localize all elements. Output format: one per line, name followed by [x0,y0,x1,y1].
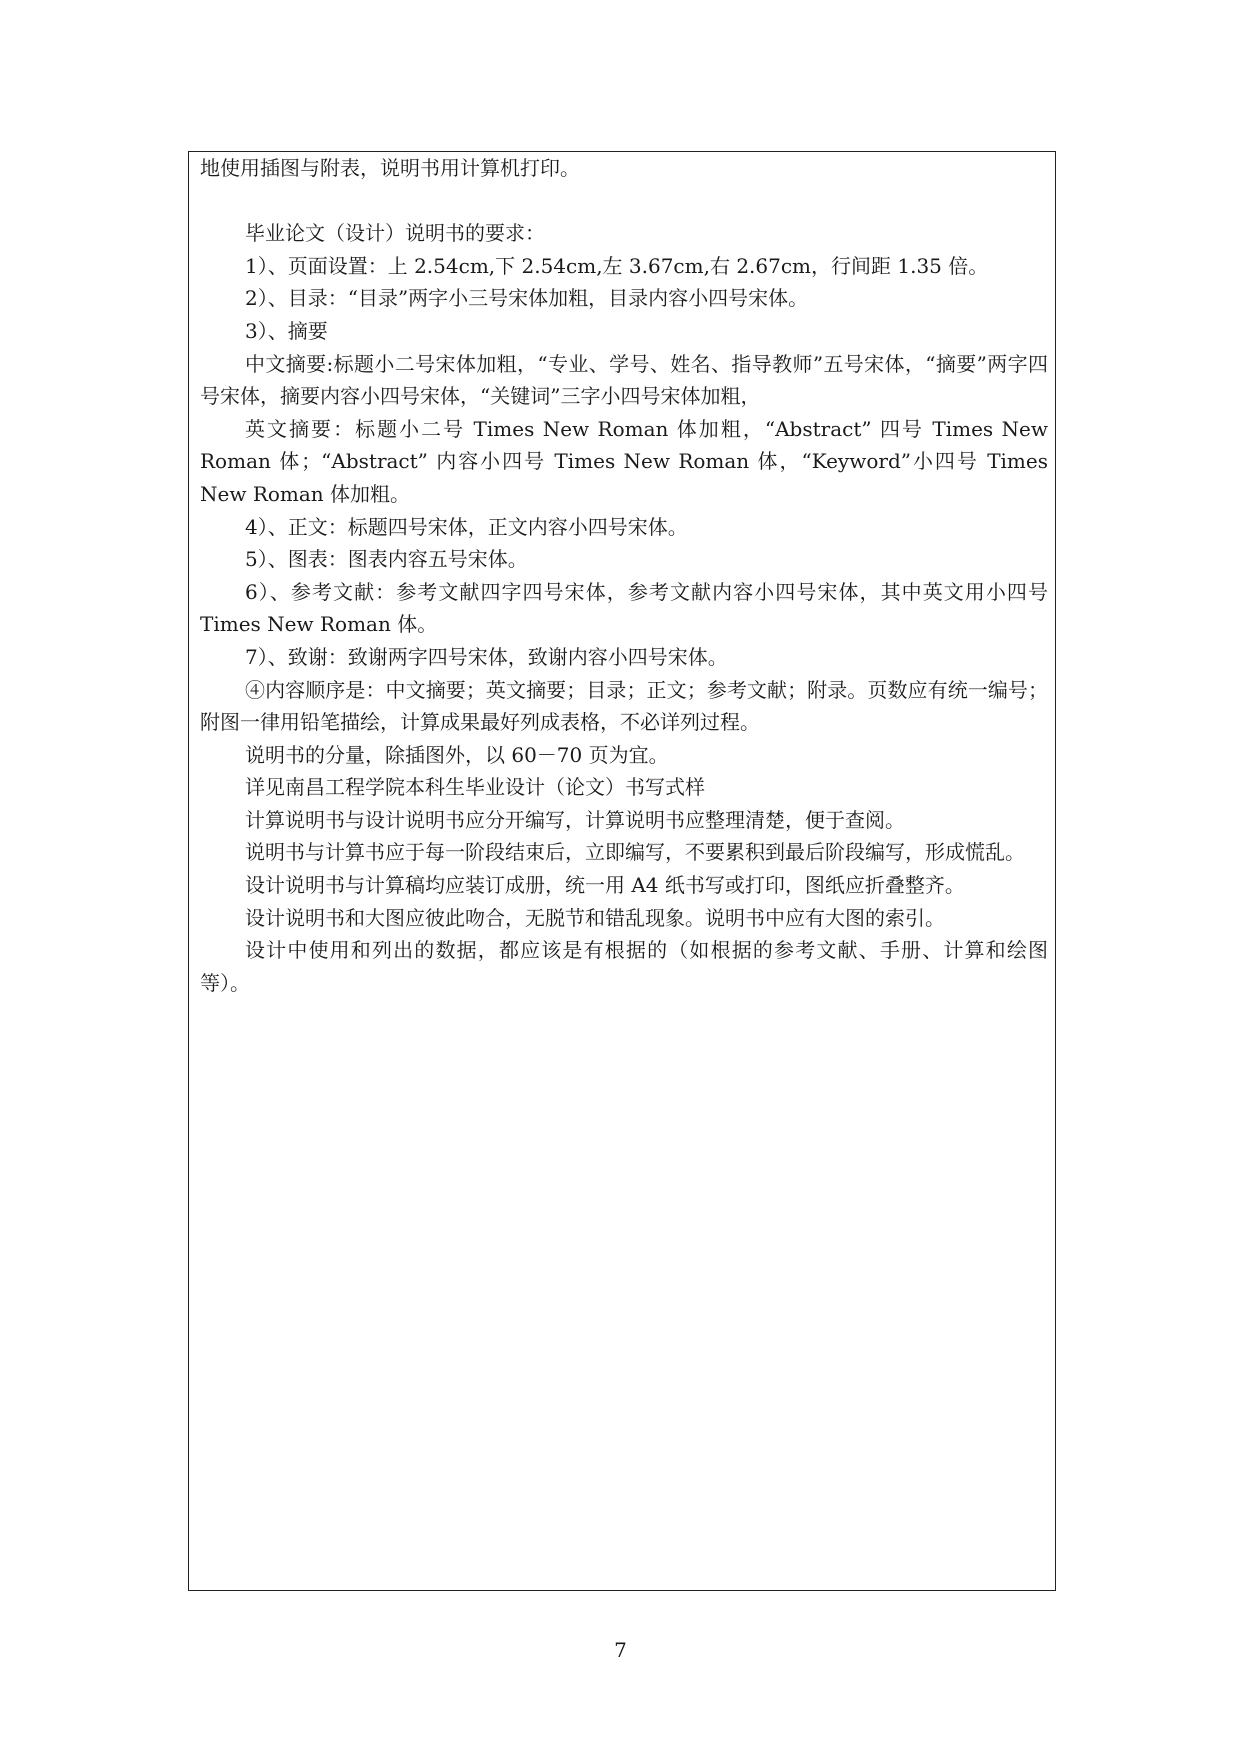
paragraph-requirements-heading: 毕业论文（设计）说明书的要求： [245,221,545,246]
paragraph-length: 说明书的分量，除插图外，以 60－70 页为宜。 [245,742,669,767]
blank-line [200,185,1048,218]
paragraph-style-guide: 详见南昌工程学院本科生毕业设计（论文）书写式样 [245,775,705,800]
paragraph-acknowledgements: 7）、致谢：致谢两字四号宋体，致谢内容小四号宋体。 [245,644,728,669]
paragraph-english-abstract: 英文摘要：标题小二号 Times New Roman 体加粗，“Abstract” 四号 Times New Roman 体；“Abstract” 内容小四号 Times New Roman 体，“Keyword”小四号 Times New Roman 体加粗。 [200,416,1048,506]
paragraph-toc: 2）、目录：“目录”两字小三号宋体加粗，目录内容小四号宋体。 [245,286,809,311]
paragraph-binding: 设计说明书与计算稿均应装订成册，统一用 A4 纸书写或打印，图纸应折叠整齐。 [245,873,965,898]
paragraph-continuation: 地使用插图与附表，说明书用计算机打印。 [200,156,580,180]
paragraph-content-order: ④内容顺序是：中文摘要；英文摘要；目录；正文；参考文献；附录。页数应有统一编号；附图一律用铅笔描绘，计算成果最好列成表格，不必详列过程。 [200,677,1048,735]
paragraph-writing-timing: 说明书与计算书应于每一阶段结束后，立即编写，不要累积到最后阶段编写，形成慌乱。 [245,840,1025,865]
paragraph-data-basis: 设计中使用和列出的数据，都应该是有根据的（如根据的参考文献、手册、计算和绘图等）。 [200,938,1048,995]
paragraph-calculation-book: 计算说明书与设计说明书应分开编写，计算说明书应整理清楚，便于查阅。 [245,807,905,832]
paragraph-chinese-abstract: 中文摘要:标题小二号宋体加粗，“专业、学号、姓名、指导教师”五号宋体，“摘要”两字四号宋体，摘要内容小四号宋体，“关键词”三字小四号宋体加粗， [200,351,1048,409]
page-number: 7 [614,1638,627,1662]
paragraph-body-text: 4）、正文：标题四号宋体，正文内容小四号宋体。 [245,514,688,539]
paragraph-consistency: 设计说明书和大图应彼此吻合，无脱节和错乱现象。说明书中应有大图的索引。 [245,905,945,930]
document-body [200,152,1048,999]
paragraph-references: 6）、参考文献：参考文献四字四号宋体，参考文献内容小四号宋体，其中英文用小四号 Times New Roman 体。 [200,579,1048,637]
paragraph-figures-tables: 5）、图表：图表内容五号宋体。 [245,547,528,572]
paragraph-abstract-heading: 3）、摘要 [245,318,328,343]
paragraph-page-setup: 1）、页面设置：上 2.54cm,下 2.54cm,左 3.67cm,右 2.67cm，行间距 1.35 倍。 [245,253,989,278]
